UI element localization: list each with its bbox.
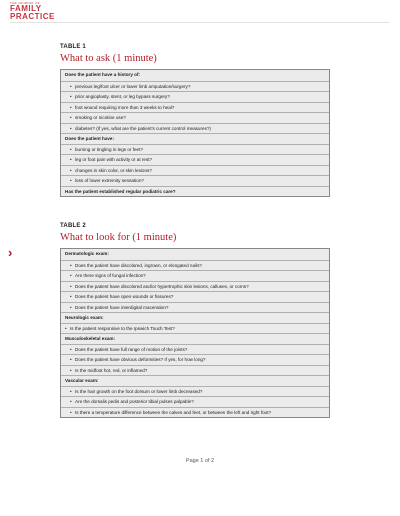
table1-label: TABLE 1 [60,44,86,50]
table2-row-item [61,281,329,292]
table1-row-text: loss of lower extremity sensation? [75,178,144,183]
table2-row-item [61,407,329,418]
table1-row-item [61,81,329,92]
table1-row-item [61,144,329,155]
table1-row-text: Does the patient have a history of: [65,72,141,77]
bullet-icon: • [70,146,72,152]
table1-row-text: Has the patient established regular podiatric care? [65,188,176,194]
bullet-icon: • [70,304,72,310]
bullet-icon: • [70,367,72,373]
table2-label: TABLE 2 [60,223,86,229]
table1-row-item [61,123,329,134]
table2-row-text: Is the patient responsive to the Ipswich Touch Test? [70,325,175,331]
table2-row-text: Is the midfoot hot, red, or inflamed? [75,367,148,373]
table2-row-item [61,270,329,281]
table2-row-head [61,249,329,260]
table2-box [60,248,330,418]
table1-row-text: prior angioplasty, stent, or leg bypass surgery? [75,94,170,99]
page-indicator: Page 1 of 2 [185,458,215,464]
next-page-arrow-icon[interactable]: › [8,245,13,260]
table1-row-item [61,112,329,123]
table2-row-item [61,365,329,376]
bullet-icon: • [70,178,72,183]
table2-title: What to look for (1 minute) [60,232,177,243]
table2-row-item [61,386,329,397]
logo-line-3: PRACTICE [10,12,55,21]
table2-row-text: Are the dorsalis pedis and posterior tibial pulses palpable? [75,399,194,404]
table1-row-head [61,70,329,81]
table2-row-item [61,302,329,313]
table2-row-text: Does the patient have obvious deformities? If yes, for how long? [75,357,206,362]
bullet-icon: • [70,157,72,162]
table2-row-text: Are there signs of fungal infection? [75,273,146,278]
table1-box [60,69,330,197]
table2-row-text: Does the patient have discolored and/or hypertrophic skin lesions, calluses, or corns? [75,283,249,289]
bullet-icon: • [70,399,72,404]
header-divider [10,22,390,23]
bullet-icon: • [70,357,72,362]
table2-row-item [61,291,329,302]
table2-row-item [61,260,329,271]
bullet-icon: • [70,283,72,289]
table2-row-text: Vascular exam: [65,378,99,383]
table1-row-text: foot wound requiring more than 3 weeks to heal? [75,104,175,110]
table1-row-head [61,133,329,144]
table1-row-item [61,165,329,176]
bullet-icon: • [70,94,72,99]
table1-row-item [61,154,329,165]
bullet-icon: • [70,262,72,268]
table1-title: What to ask (1 minute) [60,53,157,64]
bullet-icon: • [70,273,72,278]
table2-row-flat [61,323,329,334]
bullet-icon: • [70,115,72,120]
table2-row-item [61,354,329,365]
bullet-icon: • [65,325,67,331]
bullet-icon: • [70,83,72,89]
table2-row-text: Does the patient have open wounds or fissures? [75,294,174,299]
table2-row-item [61,344,329,355]
table1-row-item [61,91,329,102]
table2-row-head [61,333,329,344]
table1-row-text: smoking or nicotine use? [75,115,126,120]
table2-row-text: Does the patient have discolored, ingrown, or elongated nails? [75,262,202,268]
table2-row-text: Is there a temperature difference between the calves and feet, or between the left and right foot? [75,409,272,415]
table1-row-text: changes in skin color, or skin lesions? [75,167,152,173]
bullet-icon: • [70,346,72,352]
bullet-icon: • [70,125,72,131]
table2-row-text: Does the patient have full range of motion of the joints? [75,346,188,352]
table1-row-text: leg or foot pain with activity or at rest? [75,157,153,162]
table1-row-item [61,102,329,113]
bullet-icon: • [70,388,72,394]
table2-row-text: Neurologic exam: [65,315,104,320]
table1-row-text: previous leg/foot ulcer or lower limb amputation/surgery? [75,83,191,89]
table2-row-item [61,396,329,407]
bullet-icon: • [70,167,72,173]
table1-row-text: Does the patient have: [65,136,115,141]
bullet-icon: • [70,104,72,110]
journal-logo [10,2,55,21]
table2-row-text: Musculoskeletal exam: [65,336,116,341]
logo-line-2: FAMILY [10,4,42,13]
bullet-icon: • [70,409,72,415]
table2-row-text: Dermatologic exam: [65,251,109,256]
table1-row-item [61,175,329,186]
table2-row-head [61,312,329,323]
table2-row-text: Does the patient have interdigital maceration? [75,304,169,310]
table1-row-text: diabetes? (If yes, what are the patient's current control measures?) [75,125,211,131]
table1-row-head [61,186,329,197]
table2-row-text: Is the hair growth on the foot dorsum or lower limb decreased? [75,388,203,394]
table1-row-text: burning or tingling in legs or feet? [75,146,143,152]
table2-row-head [61,375,329,386]
bullet-icon: • [70,294,72,299]
logo-line-1: THE JOURNAL OF [10,1,40,5]
